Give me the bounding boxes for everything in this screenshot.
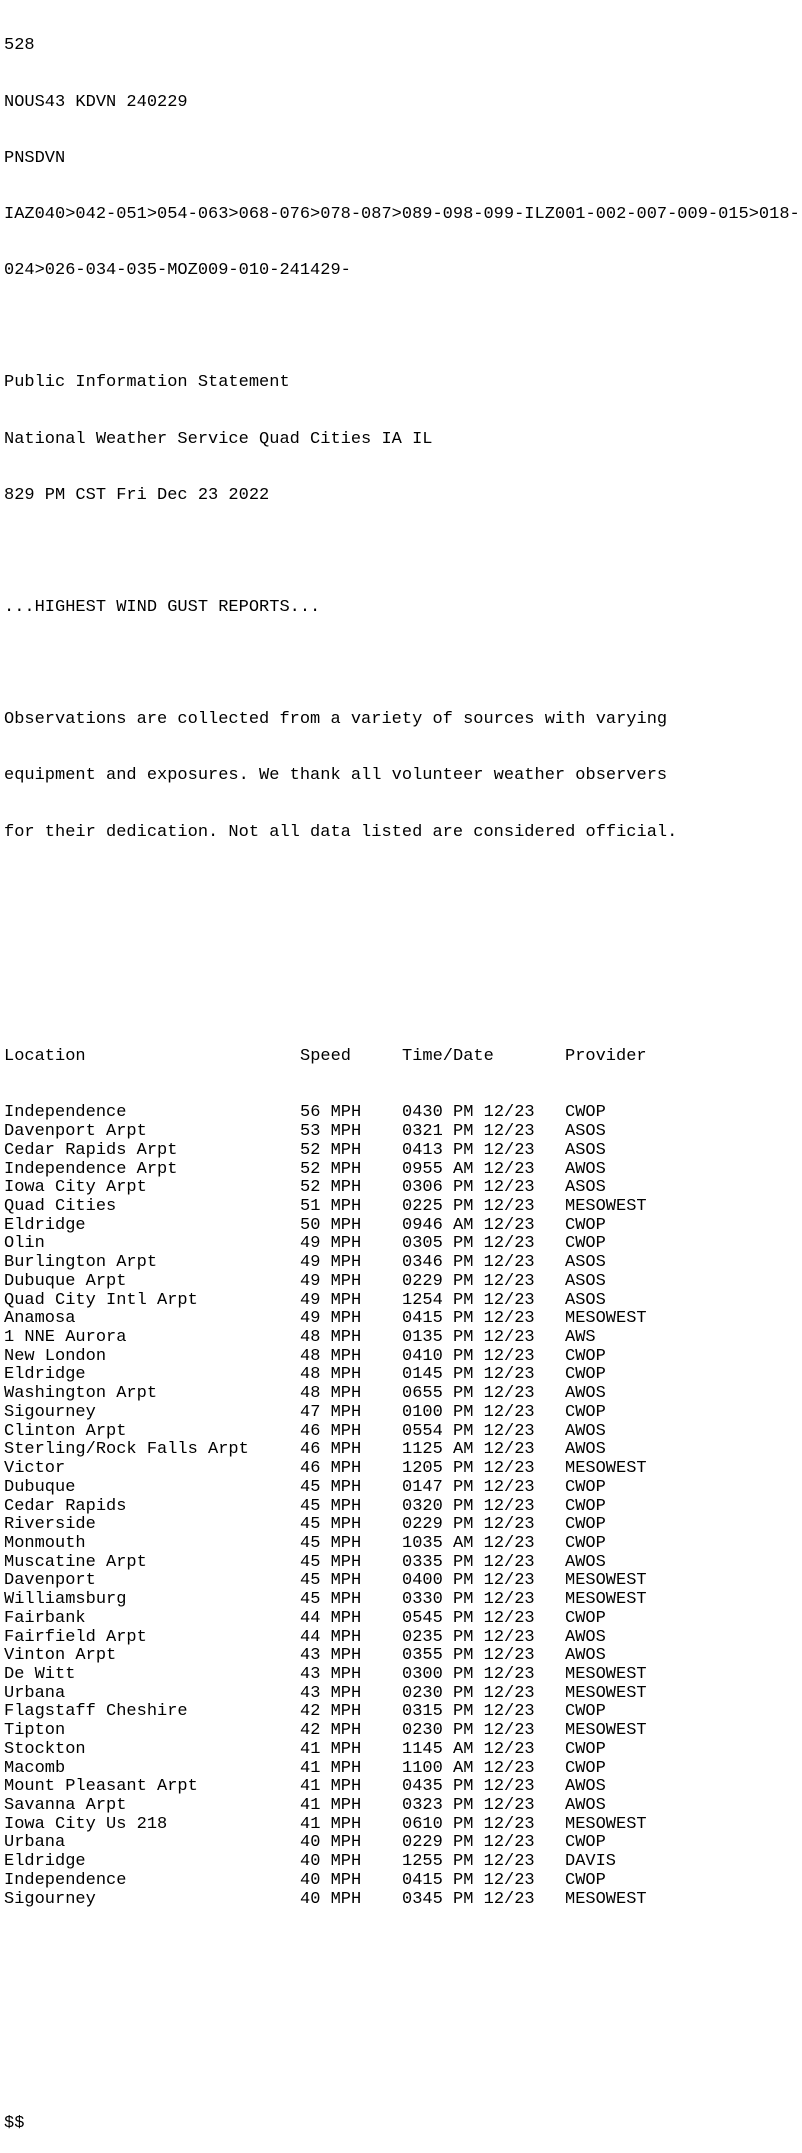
location-cell: Olin bbox=[4, 1234, 45, 1254]
table-row bbox=[4, 1703, 800, 1722]
speed-cell: 45 MPH bbox=[300, 1590, 362, 1610]
speed-cell: 51 MPH bbox=[300, 1197, 362, 1216]
time-date-cell: 1125 AM 12/23 bbox=[402, 1440, 535, 1460]
speed-cell: 45 MPH bbox=[300, 1533, 362, 1553]
statement-title: Public Information Statement bbox=[4, 373, 290, 393]
time-date-cell: 0430 PM 12/23 bbox=[402, 1103, 535, 1123]
speed-cell: 46 MPH bbox=[300, 1459, 362, 1479]
table-row bbox=[4, 1722, 800, 1741]
provider-cell: MESOWEST bbox=[565, 1309, 647, 1329]
time-date-cell: 0554 PM 12/23 bbox=[402, 1421, 535, 1441]
product-end-marker: $$ bbox=[4, 2114, 25, 2134]
location-cell: Independence bbox=[4, 1870, 127, 1890]
time-date-cell: 0320 PM 12/23 bbox=[402, 1496, 535, 1516]
provider-cell: ASOS bbox=[565, 1122, 606, 1142]
table-row bbox=[4, 1591, 800, 1610]
time-date-cell: 0147 PM 12/23 bbox=[402, 1477, 535, 1497]
location-cell: Macomb bbox=[4, 1758, 66, 1778]
time-date-cell: 0321 PM 12/23 bbox=[402, 1122, 535, 1142]
provider-cell: CWOP bbox=[565, 1515, 606, 1535]
provider-cell: MESOWEST bbox=[565, 1889, 647, 1909]
table-row bbox=[4, 1816, 800, 1835]
table-body bbox=[4, 1104, 800, 1909]
time-date-cell: 1255 PM 12/23 bbox=[402, 1852, 535, 1872]
speed-cell: 46 MPH bbox=[300, 1440, 362, 1460]
location-cell: Dubuque bbox=[4, 1477, 76, 1497]
time-date-cell: 0345 PM 12/23 bbox=[402, 1889, 535, 1909]
table-row bbox=[4, 1142, 800, 1161]
time-date-cell: 0225 PM 12/23 bbox=[402, 1197, 535, 1216]
speed-cell: 44 MPH bbox=[300, 1608, 362, 1628]
blank-line bbox=[4, 655, 800, 674]
speed-cell: 41 MPH bbox=[300, 1796, 362, 1815]
provider-cell: CWOP bbox=[565, 1608, 606, 1628]
blank-line bbox=[4, 2059, 800, 2078]
location-cell: Eldridge bbox=[4, 1215, 86, 1235]
location-cell: Washington Arpt bbox=[4, 1384, 158, 1404]
location-cell: Fairbank bbox=[4, 1608, 86, 1628]
provider-cell: CWOP bbox=[565, 1739, 606, 1759]
speed-cell: 48 MPH bbox=[300, 1365, 362, 1385]
speed-cell: 42 MPH bbox=[300, 1721, 362, 1741]
speed-cell: 43 MPH bbox=[300, 1683, 362, 1703]
location-cell: Davenport Arpt bbox=[4, 1122, 147, 1142]
provider-cell: DAVIS bbox=[565, 1852, 617, 1872]
time-date-cell: 0335 PM 12/23 bbox=[402, 1552, 535, 1572]
speed-cell: 52 MPH bbox=[300, 1178, 362, 1198]
provider-cell: MESOWEST bbox=[565, 1197, 647, 1216]
column-header-time-date: Time/Date bbox=[402, 1047, 494, 1067]
table-row bbox=[4, 1273, 800, 1292]
time-date-cell: 0235 PM 12/23 bbox=[402, 1627, 535, 1647]
time-date-cell: 0413 PM 12/23 bbox=[402, 1140, 535, 1160]
location-cell: Stockton bbox=[4, 1739, 86, 1759]
speed-cell: 45 MPH bbox=[300, 1496, 362, 1516]
table-row bbox=[4, 1778, 800, 1797]
intro-line: equipment and exposures. We thank all volunteer weather observers bbox=[4, 766, 668, 786]
time-date-cell: 0655 PM 12/23 bbox=[402, 1384, 535, 1404]
speed-cell: 47 MPH bbox=[300, 1402, 362, 1422]
location-cell: Dubuque Arpt bbox=[4, 1271, 127, 1291]
location-cell: Anamosa bbox=[4, 1309, 76, 1329]
time-date-cell: 0306 PM 12/23 bbox=[402, 1178, 535, 1198]
provider-cell: MESOWEST bbox=[565, 1459, 647, 1479]
table-row bbox=[4, 1685, 800, 1704]
product-text bbox=[4, 0, 800, 2153]
location-cell: Urbana bbox=[4, 1833, 66, 1853]
time-date-cell: 0955 AM 12/23 bbox=[402, 1159, 535, 1179]
table-row bbox=[4, 1329, 800, 1348]
time-date-cell: 1205 PM 12/23 bbox=[402, 1459, 535, 1479]
intro-line: Observations are collected from a variety of sources with varying bbox=[4, 710, 668, 730]
blank-line bbox=[4, 880, 800, 899]
location-cell: Quad Cities bbox=[4, 1197, 117, 1216]
time-date-cell: 0100 PM 12/23 bbox=[402, 1402, 535, 1422]
location-cell: Independence Arpt bbox=[4, 1159, 178, 1179]
table-row bbox=[4, 1554, 800, 1573]
time-date-cell: 0145 PM 12/23 bbox=[402, 1365, 535, 1385]
time-date-cell: 1100 AM 12/23 bbox=[402, 1758, 535, 1778]
location-cell: Muscatine Arpt bbox=[4, 1552, 147, 1572]
location-cell: Urbana bbox=[4, 1683, 66, 1703]
table-row bbox=[4, 1385, 800, 1404]
location-cell: Eldridge bbox=[4, 1852, 86, 1872]
speed-cell: 52 MPH bbox=[300, 1140, 362, 1160]
location-cell: Sterling/Rock Falls Arpt bbox=[4, 1440, 249, 1460]
time-date-cell: 0946 AM 12/23 bbox=[402, 1215, 535, 1235]
blank-line bbox=[4, 318, 800, 337]
speed-cell: 40 MPH bbox=[300, 1889, 362, 1909]
time-date-cell: 0610 PM 12/23 bbox=[402, 1814, 535, 1834]
speed-cell: 48 MPH bbox=[300, 1384, 362, 1404]
time-date-cell: 0229 PM 12/23 bbox=[402, 1833, 535, 1853]
speed-cell: 52 MPH bbox=[300, 1159, 362, 1179]
time-date-cell: 0545 PM 12/23 bbox=[402, 1608, 535, 1628]
provider-cell: CWOP bbox=[565, 1702, 606, 1722]
location-cell: Riverside bbox=[4, 1515, 96, 1535]
time-date-cell: 0346 PM 12/23 bbox=[402, 1253, 535, 1273]
table-row bbox=[4, 1179, 800, 1198]
provider-cell: ASOS bbox=[565, 1140, 606, 1160]
time-date-cell: 0355 PM 12/23 bbox=[402, 1646, 535, 1666]
table-row bbox=[4, 1310, 800, 1329]
table-row bbox=[4, 1423, 800, 1442]
provider-cell: CWOP bbox=[565, 1533, 606, 1553]
provider-cell: CWOP bbox=[565, 1365, 606, 1385]
location-cell: Monmouth bbox=[4, 1533, 86, 1553]
ugc-zones-line-2: 024>026-034-035-MOZ009-010-241429- bbox=[4, 261, 351, 281]
provider-cell: CWOP bbox=[565, 1758, 606, 1778]
speed-cell: 56 MPH bbox=[300, 1103, 362, 1123]
provider-cell: CWOP bbox=[565, 1870, 606, 1890]
speed-cell: 49 MPH bbox=[300, 1234, 362, 1254]
provider-cell: MESOWEST bbox=[565, 1683, 647, 1703]
time-date-cell: 1145 AM 12/23 bbox=[402, 1739, 535, 1759]
table-row bbox=[4, 1254, 800, 1273]
table-row bbox=[4, 1498, 800, 1517]
location-cell: Clinton Arpt bbox=[4, 1421, 127, 1441]
provider-cell: AWOS bbox=[565, 1440, 606, 1460]
column-header-speed: Speed bbox=[300, 1047, 352, 1067]
awips-id: PNSDVN bbox=[4, 148, 66, 168]
location-cell: Victor bbox=[4, 1459, 66, 1479]
location-cell: Davenport bbox=[4, 1571, 96, 1591]
table-row bbox=[4, 1123, 800, 1142]
table-row bbox=[4, 1797, 800, 1816]
location-cell: Flagstaff Cheshire bbox=[4, 1702, 188, 1722]
provider-cell: ASOS bbox=[565, 1290, 606, 1310]
table-row bbox=[4, 1647, 800, 1666]
table-row bbox=[4, 1629, 800, 1648]
table-row bbox=[4, 1666, 800, 1685]
time-date-cell: 0230 PM 12/23 bbox=[402, 1683, 535, 1703]
wmo-header: NOUS43 KDVN 240229 bbox=[4, 92, 188, 112]
provider-cell: CWOP bbox=[565, 1215, 606, 1235]
provider-cell: ASOS bbox=[565, 1253, 606, 1273]
provider-cell: ASOS bbox=[565, 1178, 606, 1198]
table-row bbox=[4, 1516, 800, 1535]
provider-cell: AWOS bbox=[565, 1421, 606, 1441]
provider-cell: AWOS bbox=[565, 1552, 606, 1572]
location-cell: Iowa City Us 218 bbox=[4, 1814, 168, 1834]
speed-cell: 45 MPH bbox=[300, 1515, 362, 1535]
table-row bbox=[4, 1479, 800, 1498]
intro-line: for their dedication. Not all data listed are considered official. bbox=[4, 822, 678, 842]
time-date-cell: 0315 PM 12/23 bbox=[402, 1702, 535, 1722]
speed-cell: 46 MPH bbox=[300, 1421, 362, 1441]
headline: ...HIGHEST WIND GUST REPORTS... bbox=[4, 598, 321, 617]
table-row bbox=[4, 1366, 800, 1385]
table-row bbox=[4, 1610, 800, 1629]
speed-cell: 49 MPH bbox=[300, 1271, 362, 1291]
provider-cell: MESOWEST bbox=[565, 1590, 647, 1610]
provider-cell: MESOWEST bbox=[565, 1571, 647, 1591]
time-date-cell: 0135 PM 12/23 bbox=[402, 1328, 535, 1348]
table-row bbox=[4, 1834, 800, 1853]
blank-line bbox=[4, 543, 800, 562]
table-row bbox=[4, 1235, 800, 1254]
time-date-cell: 0229 PM 12/23 bbox=[402, 1271, 535, 1291]
table-row bbox=[4, 1891, 800, 1910]
location-cell: Sigourney bbox=[4, 1402, 96, 1422]
table-row bbox=[4, 1161, 800, 1180]
speed-cell: 53 MPH bbox=[300, 1122, 362, 1142]
speed-cell: 40 MPH bbox=[300, 1870, 362, 1890]
speed-cell: 45 MPH bbox=[300, 1571, 362, 1591]
provider-cell: CWOP bbox=[565, 1346, 606, 1366]
blank-line bbox=[4, 2003, 800, 2022]
location-cell: Iowa City Arpt bbox=[4, 1178, 147, 1198]
table-row bbox=[4, 1404, 800, 1423]
provider-cell: AWOS bbox=[565, 1777, 606, 1797]
time-date-cell: 0323 PM 12/23 bbox=[402, 1796, 535, 1815]
time-date-cell: 0330 PM 12/23 bbox=[402, 1590, 535, 1610]
issuance-time: 829 PM CST Fri Dec 23 2022 bbox=[4, 485, 270, 505]
provider-cell: AWOS bbox=[565, 1627, 606, 1647]
location-cell: Sigourney bbox=[4, 1889, 96, 1909]
location-cell: Quad City Intl Arpt bbox=[4, 1290, 198, 1310]
speed-cell: 44 MPH bbox=[300, 1627, 362, 1647]
blank-line bbox=[4, 936, 800, 955]
time-date-cell: 0400 PM 12/23 bbox=[402, 1571, 535, 1591]
speed-cell: 49 MPH bbox=[300, 1253, 362, 1273]
location-cell: Vinton Arpt bbox=[4, 1646, 117, 1666]
speed-cell: 41 MPH bbox=[300, 1758, 362, 1778]
table-row bbox=[4, 1460, 800, 1479]
location-cell: Savanna Arpt bbox=[4, 1796, 127, 1815]
location-cell: Fairfield Arpt bbox=[4, 1627, 147, 1647]
speed-cell: 43 MPH bbox=[300, 1646, 362, 1666]
speed-cell: 43 MPH bbox=[300, 1664, 362, 1684]
ugc-zones-line-1: IAZ040>042-051>054-063>068-076>078-087>089-098-099-ILZ001-002-007-009-015>018- bbox=[4, 204, 800, 224]
table-row bbox=[4, 1741, 800, 1760]
time-date-cell: 0415 PM 12/23 bbox=[402, 1870, 535, 1890]
location-cell: Burlington Arpt bbox=[4, 1253, 158, 1273]
table-header-row bbox=[4, 1048, 800, 1067]
location-cell: Mount Pleasant Arpt bbox=[4, 1777, 198, 1797]
location-cell: 1 NNE Aurora bbox=[4, 1328, 127, 1348]
speed-cell: 48 MPH bbox=[300, 1328, 362, 1348]
location-cell: Tipton bbox=[4, 1721, 66, 1741]
speed-cell: 45 MPH bbox=[300, 1477, 362, 1497]
speed-cell: 40 MPH bbox=[300, 1833, 362, 1853]
provider-cell: MESOWEST bbox=[565, 1664, 647, 1684]
time-date-cell: 0305 PM 12/23 bbox=[402, 1234, 535, 1254]
column-header-provider: Provider bbox=[565, 1047, 647, 1067]
table-row bbox=[4, 1198, 800, 1217]
location-cell: Eldridge bbox=[4, 1365, 86, 1385]
time-date-cell: 0230 PM 12/23 bbox=[402, 1721, 535, 1741]
speed-cell: 42 MPH bbox=[300, 1702, 362, 1722]
table-row bbox=[4, 1872, 800, 1891]
table-row bbox=[4, 1853, 800, 1872]
time-date-cell: 0435 PM 12/23 bbox=[402, 1777, 535, 1797]
speed-cell: 41 MPH bbox=[300, 1777, 362, 1797]
table-row bbox=[4, 1104, 800, 1123]
speed-cell: 48 MPH bbox=[300, 1346, 362, 1366]
speed-cell: 49 MPH bbox=[300, 1290, 362, 1310]
provider-cell: AWOS bbox=[565, 1159, 606, 1179]
speed-cell: 41 MPH bbox=[300, 1814, 362, 1834]
speed-cell: 49 MPH bbox=[300, 1309, 362, 1329]
location-cell: Williamsburg bbox=[4, 1590, 127, 1610]
time-date-cell: 0415 PM 12/23 bbox=[402, 1309, 535, 1329]
table-row bbox=[4, 1760, 800, 1779]
location-cell: Cedar Rapids bbox=[4, 1496, 127, 1516]
table-row bbox=[4, 1217, 800, 1236]
provider-cell: MESOWEST bbox=[565, 1814, 647, 1834]
table-row bbox=[4, 1535, 800, 1554]
time-date-cell: 0300 PM 12/23 bbox=[402, 1664, 535, 1684]
speed-cell: 50 MPH bbox=[300, 1215, 362, 1235]
time-date-cell: 1254 PM 12/23 bbox=[402, 1290, 535, 1310]
provider-cell: CWOP bbox=[565, 1833, 606, 1853]
table-row bbox=[4, 1572, 800, 1591]
time-date-cell: 1035 AM 12/23 bbox=[402, 1533, 535, 1553]
sequence-number: 528 bbox=[4, 36, 35, 56]
location-cell: New London bbox=[4, 1346, 107, 1366]
time-date-cell: 0229 PM 12/23 bbox=[402, 1515, 535, 1535]
speed-cell: 45 MPH bbox=[300, 1552, 362, 1572]
provider-cell: CWOP bbox=[565, 1496, 606, 1516]
speed-cell: 40 MPH bbox=[300, 1852, 362, 1872]
table-row bbox=[4, 1441, 800, 1460]
provider-cell: AWS bbox=[565, 1328, 596, 1348]
time-date-cell: 0410 PM 12/23 bbox=[402, 1346, 535, 1366]
provider-cell: AWOS bbox=[565, 1384, 606, 1404]
provider-cell: CWOP bbox=[565, 1234, 606, 1254]
location-cell: Cedar Rapids Arpt bbox=[4, 1140, 178, 1160]
provider-cell: CWOP bbox=[565, 1103, 606, 1123]
location-cell: De Witt bbox=[4, 1664, 76, 1684]
provider-cell: CWOP bbox=[565, 1477, 606, 1497]
speed-cell: 41 MPH bbox=[300, 1739, 362, 1759]
issuing-office: National Weather Service Quad Cities IA IL bbox=[4, 429, 433, 449]
provider-cell: ASOS bbox=[565, 1271, 606, 1291]
column-header-location: Location bbox=[4, 1047, 86, 1067]
wind-gust-table bbox=[4, 1011, 800, 1947]
location-cell: Independence bbox=[4, 1103, 127, 1123]
provider-cell: AWOS bbox=[565, 1646, 606, 1666]
table-row bbox=[4, 1348, 800, 1367]
provider-cell: MESOWEST bbox=[565, 1721, 647, 1741]
provider-cell: AWOS bbox=[565, 1796, 606, 1815]
provider-cell: CWOP bbox=[565, 1402, 606, 1422]
table-row bbox=[4, 1292, 800, 1311]
